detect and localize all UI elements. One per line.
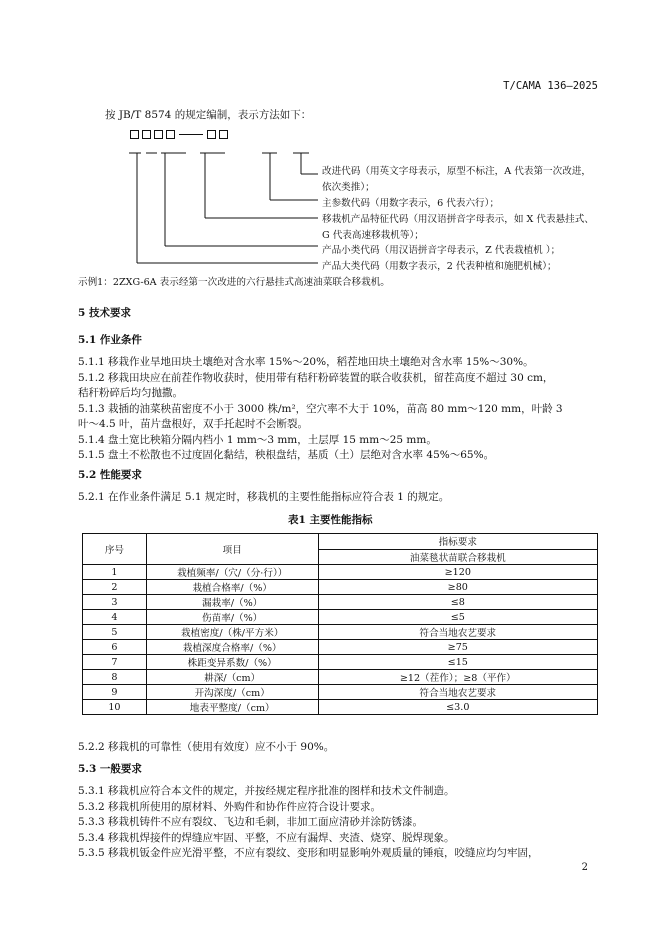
cell-no: 4 (83, 610, 147, 625)
cell-no: 1 (83, 565, 147, 580)
clause-5-3-5: 5.3.5 移栽机钣金件应光滑平整，不应有裂纹、变形和明显影响外观质量的锤痕，咬缝应均匀牢固， (78, 847, 539, 859)
clause-5-3-3: 5.3.3 移栽机铸件不应有裂纹、飞边和毛刺，非加工面应清砂并涂防锈漆。 (78, 816, 424, 828)
cell-value: ≥120 (318, 565, 597, 580)
cell-item: 伤苗率/（%） (146, 610, 318, 625)
cell-value: ≥75 (318, 640, 597, 655)
cell-value: ≥80 (318, 580, 597, 595)
doc-id: T/CAMA 136—2025 (503, 80, 598, 92)
example-text: 示例1：2ZXG-6A 表示经第一次改进的六行悬挂式高速油菜联合移栽机。 (78, 277, 390, 288)
table-row (83, 670, 598, 685)
cell-no: 2 (83, 580, 147, 595)
cell-item: 地表平整度/（cm） (146, 700, 318, 715)
table-row (83, 685, 598, 700)
table-row (83, 580, 598, 595)
table-header-item: 项目 (146, 534, 318, 565)
cell-no: 8 (83, 670, 147, 685)
table-row (83, 655, 598, 670)
cell-value: ≤8 (318, 595, 597, 610)
cell-item: 漏栽率/（%） (146, 595, 318, 610)
clause-5-2-2: 5.2.2 移栽机的可靠性（使用有效度）应不小于 90%。 (78, 741, 335, 753)
cell-no: 3 (83, 595, 147, 610)
cell-item: 栽植合格率/（%） (146, 580, 318, 595)
clause-5-1-4: 5.1.4 盘土宽比秧箱分隔内档小 1 mm～3 mm，土层厚 15 mm～25 mm。 (78, 434, 437, 446)
cell-item: 栽植频率/（穴/（分·行）） (146, 565, 318, 580)
table-row (83, 640, 598, 655)
table-caption: 表1 主要性能指标 (288, 514, 373, 526)
cell-item: 栽植密度/（株/平方米） (146, 625, 318, 640)
table-row (83, 700, 598, 715)
cell-value: ≤15 (318, 655, 597, 670)
annotation-big-class: 产品大类代码（用数字表示，2 代表种植和施肥机械）； (322, 261, 557, 272)
table-header-seq: 序号 (83, 534, 147, 565)
clause-5-1-3-line1: 5.1.3 栽插的油菜秧苗密度不小于 3000 株/m²，空穴率不大于 10%，苗高 80 mm～120 mm，叶龄 3 (78, 403, 563, 415)
section-5-heading: 5 技术要求 (78, 307, 131, 319)
annotation-improvement-1: 改进代码（用英文字母表示，原型不标注，A 代表第一次改进， (322, 166, 592, 177)
table-row (83, 625, 598, 640)
clause-5-3-2: 5.3.2 移栽机所使用的原材料、外购件和协作件应符合设计要求。 (78, 801, 382, 813)
clause-5-3-4: 5.3.4 移栽机焊接件的焊缝应牢固、平整，不应有漏焊、夹渣、烧穿、脱焊现象。 (78, 832, 455, 844)
performance-table (82, 533, 598, 715)
cell-value: ≤3.0 (318, 700, 597, 715)
clause-5-1-1: 5.1.1 移栽作业旱地田块土壤绝对含水率 15%～20%，稻茬地田块土壤绝对含水率 15%～30%。 (78, 356, 534, 368)
intro-text: 按 JB/T 8574 的规定编制，表示方法如下： (105, 109, 312, 121)
cell-no: 6 (83, 640, 147, 655)
annotation-improvement-2: 依次类推）； (322, 182, 375, 193)
annotation-feature-1: 移栽机产品特征代码（用汉语拼音字母表示，如 X 代表悬挂式、 (322, 214, 594, 225)
cell-no: 5 (83, 625, 147, 640)
table-header-machine: 油菜毯状苗联合移栽机 (318, 549, 597, 565)
clause-5-1-5: 5.1.5 盘土不松散也不过度固化黏结，秧根盘结，基质（土）层绝对含水率 45%～65%。 (78, 449, 495, 461)
cell-no: 7 (83, 655, 147, 670)
table-header-requirement: 指标要求 (318, 534, 597, 550)
annotation-main-parameter: 主参数代码（用数字表示，6 代表六行）； (322, 198, 500, 209)
cell-value: ≥12（茬作）；≥8（平作） (318, 670, 597, 685)
clause-5-1-2-line2: 秸秆粉碎后均匀抛撒。 (78, 387, 183, 399)
cell-value: ≤5 (318, 610, 597, 625)
section-5-3-heading: 5.3 一般要求 (78, 763, 142, 775)
page-number: 2 (581, 862, 588, 873)
annotation-feature-2: G 代表高速移栽机等）； (322, 230, 424, 241)
cell-value: 符合当地农艺要求 (318, 625, 597, 640)
table-row (83, 595, 598, 610)
cell-no: 9 (83, 685, 147, 700)
section-5-2-heading: 5.2 性能要求 (78, 469, 142, 481)
cell-item: 株距变异系数/（%） (146, 655, 318, 670)
table-row (83, 610, 598, 625)
table-row (83, 565, 598, 580)
cell-item: 耕深/（cm） (146, 670, 318, 685)
annotation-small-class: 产品小类代码（用汉语拼音字母表示，Z 代表栽植机 ）； (322, 245, 561, 256)
cell-item: 栽植深度合格率/（%） (146, 640, 318, 655)
clause-5-2-1: 5.2.1 在作业条件满足 5.1 规定时，移栽机的主要性能指标应符合表 1 的规定。 (78, 491, 450, 503)
cell-no: 10 (83, 700, 147, 715)
cell-item: 开沟深度/（cm） (146, 685, 318, 700)
clause-5-1-2-line1: 5.1.2 移栽田块应在前茬作物收获时，使用带有秸秆粉碎装置的联合收获机，留茬高度不超过 30 cm， (78, 372, 554, 384)
clause-5-1-3-line2: 叶～4.5 叶，苗片盘根好，双手托起时不会断裂。 (78, 418, 309, 430)
clause-5-3-1: 5.3.1 移栽机应符合本文件的规定，并按经规定程序批准的图样和技术文件制造。 (78, 785, 455, 797)
cell-value: 符合当地农艺要求 (318, 685, 597, 700)
section-5-1-heading: 5.1 作业条件 (78, 334, 142, 346)
